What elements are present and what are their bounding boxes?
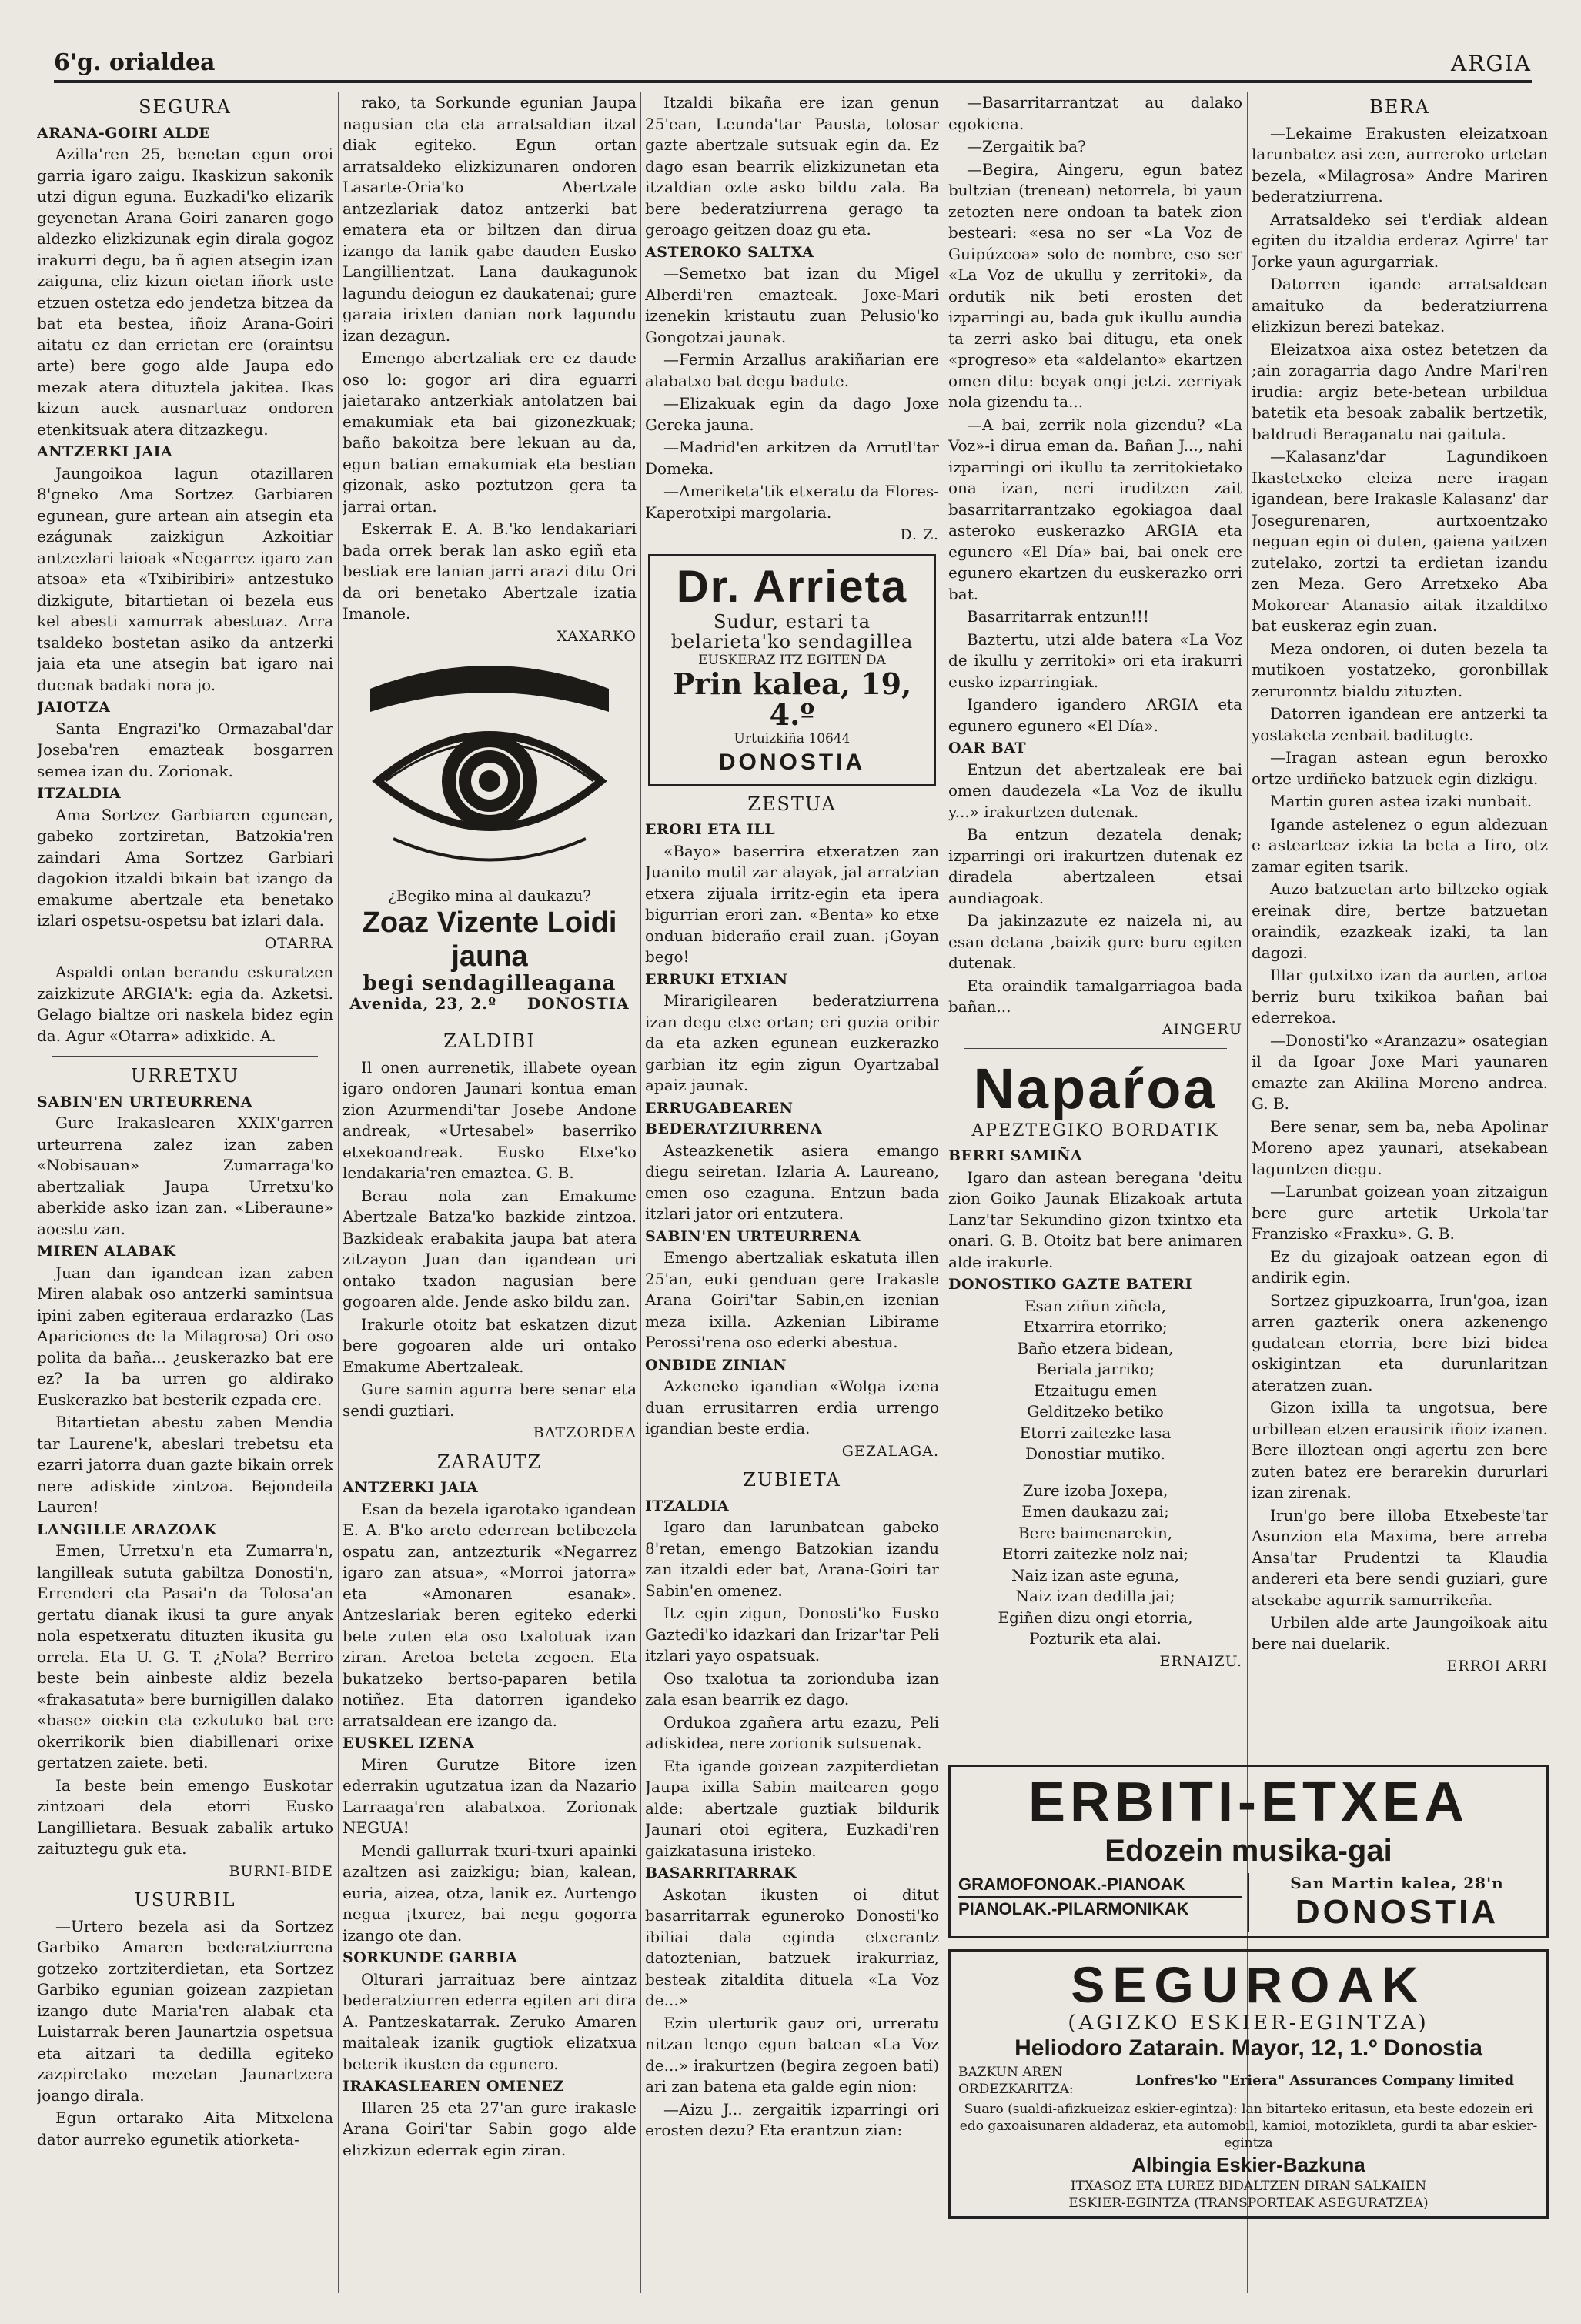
subheading: EUSKEL IZENA [343, 1735, 475, 1751]
eye-ad-address: Avenida, 23, 2.º [349, 994, 497, 1013]
section-heading: SEGURA [139, 96, 232, 118]
section-heading: ZALDIBI [443, 1030, 536, 1052]
paragraph: Meza ondoren, oi duten bezela ta mutikoen yostatzeko, goronbillak zeruronntz bialdu zituzten. [1252, 639, 1548, 700]
seguroak-office-label: BAZKUN AREN ORDEZKARITZA: [958, 2065, 1074, 2097]
paragraph: Mendi gallurrak txuri-txuri apainki azaltzen asi zaizkigu; bian, kalean, euria, aizea, otza, lanik ez. Aurtengo negua ¡txurez, bai negu gogorra izango ote dan. [343, 1841, 637, 1945]
paragraph: —Madrid'en arkitzen da Arrutl'tar Domeka. [645, 438, 939, 478]
subheading: ERRUGABEAREN BEDERATZIURRENA [645, 1099, 823, 1137]
paragraph: Eskerrak E. A. B.'ko lendakariari bada orrek berak lan asko egiñ eta bestiak ere lanian jarri arazi ditu Ori da ori benetako Abertzale izatia Imanole. [343, 519, 637, 623]
paragraph: rako, ta Sorkunde egunian Jaupa nagusian eta eta arratsaldian itzal diak egiteko. Egun ortan arratsaldeko elizkizunaren ondoren Lasarte-Oria'ko Abertzale antzezlariak datoz antzerki bat ematera eta or biltzen dan dirua izango da lanik gabe dauden Eusko Langillientzat. Lana daukagunok lagundu deiogun ez daukatenai; gure garaia irixten danian nork lagundu izan dezagun. [343, 93, 637, 345]
verse-line: Etxarrira etorriko; [1023, 1317, 1168, 1336]
paragraph: Il onen aurrenetik, illabete oyean igaro ondoren Jaunari kontua eman zion Azurmendi'tar Josebe Andone andreak, «Urtesabel» baserriko etxekoandreak. Eusko Etxe'ko lendakaria'ren emaztea. G. B. [343, 1057, 637, 1182]
paragraph: —Iragan astean egun beroxko ortze urdiñeko batzuek egin dizkigu. [1252, 748, 1548, 788]
paragraph: Bere senar, sem ba, neba Apolinar Moreno apez yaunari, atsekabean laguntzen diegu. [1252, 1117, 1548, 1178]
subheading: JAIOTZA [37, 699, 111, 716]
paragraph: —Kalasanz'dar Lagundikoen Ikastetxeko eleiza nere iragan igandean, bere Irakasle Kalasanz' dar Josegurenaren, aurtxoentzako neguan egin oi duten, gaiena yaitzen zutelako, zortzi ta erdietan izandu zen Meza. Gero Arretxeko Aba Mokorear Atanasio aitak itzalditxo bat euskeraz egin zuan. [1252, 447, 1548, 635]
stanza-break [948, 1465, 1242, 1481]
subheading: ITZALDIA [37, 785, 122, 802]
paragraph: Gizon ixilla ta ungotsua, bere urbillean etzen erausirik iñoiz izanen. Bere illoztean ongi agertu zen bere zuten batez ere berarekin dururlari izan zirenak. [1252, 1398, 1548, 1501]
subheading: MIREN ALABAK [37, 1243, 176, 1260]
paragraph: Ez du gizajoak oatzean egon di andirik egin. [1252, 1247, 1548, 1287]
paragraph: Aspaldi ontan berandu eskuratzen zaizkizute ARGIA'k: egia da. Azketsi. Gelago bialtze ori naskela bidez egin da. Agur «Otarra» adixkide. A. [37, 963, 333, 1045]
paragraph: Arratsaldeko sei t'erdiak aldean egiten du itzaldia erderaz Agirre' tar Jorke yaun agurgarriak. [1252, 209, 1548, 271]
arrieta-ad-address: Prin kalea, 19, 4.º [672, 666, 912, 732]
paragraph: Jaungoikoa lagun otazillaren 8'gneko Ama Sortzez Garbiaren egunean, gure artean ain atsegin eta ezágunak zaizkigun Azkoitiar antzezlari laioak «Negarrez igaro zan atsoa» eta «Txibiribiri» antzestuko dizkigute, bitartietan oi bezela eus kel abesti xamurrak abestuaz. Arra tsaldeko bostetan asiko da antzerki jaia eta une atsegin bat igaro nai duenak badaki nora jo. [37, 463, 333, 694]
arrieta-ad-phone: Urtuizkiña 10644 [734, 730, 851, 746]
seguroak-office-row [958, 2064, 1539, 2098]
paragraph: Martin guren astea izaki nunbait. [1270, 792, 1533, 810]
verse-line: Esan ziñun ziñela, [1024, 1296, 1167, 1315]
subheading: BERRI SAMIÑA [948, 1147, 1083, 1164]
signature: GEZALAGA. [841, 1442, 939, 1460]
arrieta-ad [648, 554, 936, 786]
erbiti-city: DONOSTIA [1295, 1893, 1499, 1931]
column-1-articles [37, 97, 333, 2150]
column-5-articles [1252, 97, 1548, 1678]
paragraph: Igaro dan larunbatean gabeko 8'retan, emengo Batzokian izandu zan itzaldi eder bat, Arana-Goiri tar Sabin'en omenez. [645, 1518, 939, 1600]
verse-line: Etzaitugu emen [1034, 1381, 1157, 1400]
signature: D. Z. [900, 526, 939, 543]
seguroak-ad [948, 1949, 1549, 2219]
seguroak-title: SEGUROAK [1071, 1956, 1426, 2013]
paragraph: Igaro dan astean beregana 'deitu zion Goiko Jaunak Elizakoak artuta Lanz'tar Sekundino gizon txintxo eta onari. G. B. Otoitz bat bere animaren alde irakurle. [948, 1167, 1242, 1271]
paragraph: Emengo abertzaliak eskatuta illen 25'an, euki genduan gere Irakasle Arana Goiri'tar Sabin,en izenian meza ixilla. Azkenian Libirame Perossi'rena oso ederki abestua. [645, 1248, 939, 1351]
subheading: ERORI ETA ILL [645, 821, 776, 838]
seguroak-agent: Heliodoro Zatarain. Mayor, 12, 1.º Donostia [1014, 2035, 1482, 2061]
signature: ERROI ARRI [1446, 1658, 1548, 1675]
column-divider [640, 92, 641, 2293]
paragraph: Emen, Urretxu'n eta Zumarra'n, langilleak sututa gabiltza Donosti'n, Errenderi eta Pasai'n da Tolosa'an gertatu dianak ikusi ta gure anyak nola espetxeratu dituzten ikusita gu orrela. Eta U. G. T. ¿Nola? Berriro beste bein ainbeste aldiz bezela «frakasatuta» bere burnigillen dalako «base» oiekin eta ezkutuko bat ere okerrikorik bien diabillenari orixe gertatzen zaiete. beti. [37, 1541, 333, 1771]
paragraph: Juan dan igandean izan zaben Miren alabak oso antzerki samintsua ipini zaben egiteraua erdarazko (Las Apariciones de la Milagrosa) Ori oso polita da baña... ¿euskerazko bat ere ez? Ia ba urren go aldirako Euskerazko bat besterik ezpada ere. [37, 1263, 333, 1409]
seguroak-company: Lonfres'ko "Eriera" Assurances Company limited [1135, 2072, 1515, 2089]
arrieta-ad-name: Dr. Arrieta [676, 561, 908, 612]
subheading: BASARRITARRAK [645, 1865, 797, 1882]
column-2-bottom-articles [343, 1031, 637, 2161]
paragraph: Ia beste bein emengo Euskotar zintzoari dela etorri Eusko Langillietara. Besuak zabalik artuko zaituztegu guk eta. [37, 1775, 333, 1858]
signature: ERNAIZU. [1159, 1652, 1242, 1670]
verse-line: Egiñen dizu ongi etorria, [998, 1608, 1193, 1627]
arrieta-ad-specialty: Sudur, estari ta belarieta'ko sendagillea [670, 610, 914, 653]
paragraph: Datorren igande arratsaldean amaituko da bederatziurrena elizkizun berezi batekaz. [1252, 275, 1548, 336]
column-4-top-articles [948, 92, 1242, 1040]
subheading: SABIN'EN URTEURRENA [645, 1227, 861, 1245]
paragraph: Datorren igandean ere antzerki ta yostaketa zenbait baditugte. [1252, 704, 1548, 744]
paragraph: Berau nola zan Emakume Abertzale Batza'ko bazkide zintzoa. Bazkideak erabakita jaupa bat atera zitzayon Juan dan igandean uri ontako txadon nagusian bere gogoaren alde. Jende asko bildu zan. [343, 1186, 637, 1311]
subheading: ERRUKI ETXIAN [645, 970, 788, 988]
erbiti-products [958, 1873, 1249, 1932]
paragraph: Askotan ikusten oi ditut basarritarrak eguneroko Donosti'ko ibiliai dala eginda etxerantz datoztenian, batzuek irakurriaz, besteak zitaldita dituela «La Voz de...» [645, 1885, 939, 2009]
paragraph: Basarritarrak entzun!!! [967, 607, 1149, 626]
section-heading: BERA [1369, 96, 1430, 118]
verse-line: Pozturik eta alai. [1029, 1629, 1162, 1648]
erbiti-title: ERBITI-ETXEA [1028, 1771, 1469, 1833]
subheading: ONBIDE ZINIAN [645, 1356, 787, 1374]
signature: BURNI-BIDE [229, 1862, 333, 1880]
paragraph: Santa Engrazi'ko Ormazabal'dar Joseba'ren emazteak bosgarren semea izan du. Zorionak. [37, 719, 333, 780]
erbiti-line-1: GRAMOFONOAK.-PIANOAK [958, 1873, 1242, 1898]
paragraph: Igandero igandero ARGIA eta egunero egunero «El Día». [948, 695, 1242, 735]
verse-line: Bere baimenarekin, [1018, 1523, 1173, 1542]
paragraph: —Zergaitik ba? [967, 137, 1086, 155]
paragraph: —Larunbat goizean yoan zitzaigun bere gure artetik Urkola'tar Franzisko «Fraxku». G. B. [1252, 1182, 1548, 1243]
column-1 [37, 92, 333, 2309]
erbiti-address: San Martin kalea, 28'n [1290, 1874, 1504, 1892]
signature: XAXARKO [557, 627, 637, 645]
verse-line: Naiz izan aste eguna, [1011, 1565, 1179, 1584]
verse-line: Donostiar mutiko. [1025, 1444, 1165, 1463]
publication-name: ARGIA [1451, 51, 1532, 76]
masthead [54, 48, 1532, 83]
column-3-bottom-articles [645, 794, 939, 2142]
paragraph: Ama Sortzez Garbiaren egunean, gabeko zortziretan, Batzokia'ren zaindari Ama Sortzez Garbiari dagokion itzaldi bikain bat izango da emakume abertzale eta benetako izlari ospetsu-ospetsu bat izlari dala. [37, 805, 333, 930]
page-number: 6'g. orialdea [54, 49, 216, 76]
paragraph: Emengo abertzaliak ere ez daude oso lo: gogor ari dira eguarri jaietarako antzerkiak antolatzen bai emakumiak eta bai gizonezkuak; baño bakoitza bere lekuan au da, egun batian emakumiak eta bestian gizonak, asko poztutzon gera ta jarrai ortan. [343, 349, 637, 516]
paragraph: Eta oraindik tamalgarriagoa bada bañan... [948, 976, 1242, 1016]
paragraph: Da jakinzazute ez naizela ni, au esan detana ,baizik gure buru egiten dutenak. [948, 911, 1242, 972]
divider [964, 1048, 1227, 1049]
seguroak-subtitle: (AGIZKO ESKIER-EGINTZA) [1068, 2012, 1429, 2035]
paragraph: Egun ortarako Aita Mitxelena dator aurreko egunetik atiorketa- [37, 2109, 333, 2149]
paragraph: Gure samin agurra bere senar eta sendi guztiari. [343, 1380, 637, 1420]
paragraph: Gure Irakaslearen XXIX'garren urteurrena zalez izan zaben «Nobisauan» Zumarraga'ko abertzaliak Jaupa Urretxu'ko aberkide asko izan zan. «Liberaune» aoestu zan. [37, 1114, 333, 1238]
verse-line: Baño etzera bidean, [1017, 1338, 1174, 1357]
paragraph: Azkeneko igandian «Wolga izena duan errusitarren erdia urrengo igandian beste erdia. [645, 1377, 939, 1437]
eye-ad-role: begi sendagilleagana [363, 972, 617, 995]
eye-ad-name: Zoaz Vizente Loidi jauna [362, 907, 617, 973]
column-4-bottom-articles [948, 1146, 1242, 1672]
paragraph: Azilla'ren 25, benetan egun oroi garria igaro zaigu. Ikaskizun sakonik utzi digun eguna. Euzkadi'ko elizarik geyenetan Arana Goiri zanaren gogo aldezko elizkizunak egin dirala gogoz irakurri degu, ba ñ agien atsegin izan zaiguna, eliz kizun oietan iñork uste etzuen ostetza edo jendetza bitzea da bat eta bestea, iñoiz Arana-Goiri aitatu ez dan errietan ere (oraintsu arte) bere gogo alde Jaupa edo mezak atera dituztela jakitea. Ikas kizun auek ausnartuaz ondoren etenkitsuak atera ditzazkegu. [37, 145, 333, 439]
paragraph: —Aizu J... zergaitik izparringi ori erosten dezu? Eta erantzun zian: [645, 2099, 939, 2139]
seguroak-agency: Albingia Eskier-Bazkuna [1131, 2153, 1365, 2176]
seguroak-footer-2: ESKIER-EGINTZA (TRANSPORTEAK ASEGURATZEA) [1068, 2195, 1429, 2211]
naparoa-subtitle: APEZTEGIKO BORDATIK [971, 1121, 1219, 1140]
seguroak-footer-1: ITXASOZ ETA LUREZ BIDALTZEN DIRAN SALKAIEN [1070, 2179, 1427, 2194]
paragraph: Itzaldi bikaña ere izan genun 25'ean, Leunda'tar Pausta, tolosar gazte abertzale sutsuak egin da. Ez dago esan bearrik elizkizunetan eta itzaldian ozte asko bildu zala. Ba bere bederatziurrena gerago ta geroago geitzen doaz gu eta. [645, 93, 939, 239]
subheading: ITZALDIA [645, 1497, 730, 1514]
subheading: SABIN'EN URTEURRENA [37, 1093, 252, 1110]
erbiti-detail-row [958, 1873, 1539, 1932]
paragraph: Auzo batzuetan arto biltzeko ogiak ereinak dire, bertze batzuetan oraindik, ezazkeak izaki, ta lan dagozi. [1252, 880, 1548, 962]
paragraph: Sortzez gipuzkoarra, Irun'goa, izan arren gazterik onera azkenengo gudatean etorria, bere bizi bidea oskigintzan eta durunlaritzan ateratzen zuan. [1252, 1291, 1548, 1394]
paragraph: Ezin ulerturik gauz ori, urreratu nitzan lengo egun batean «La Voz de...» irakurtzen (begira zegoen bati) ari zan batena eta galde egin nion: [645, 2013, 939, 2095]
paragraph: Olturari jarraituaz bere aintzaz bederatziurren ederra egiten ari dira A. Pantzeskatarrak. Zeruko Amaren maitaleak izanik gugtiok elizatxua beterik ikusten da egunero. [343, 1969, 637, 2073]
paragraph: Irun'go bere illoba Etxebeste'tar Asunzion eta Maxima, bere arreba Ansa'tar Prudentzi ta Klaudia andereri eta bere sendi guziari, gure atsekabe agurrik samurrikeña. [1252, 1505, 1548, 1609]
erbiti-line-2: PIANOLAK.-PILARMONIKAK [958, 1899, 1189, 1918]
subheading: ANTZERKI JAIA [37, 443, 173, 460]
paragraph: —Elizakuak egin da dago Joxe Gereka jauna. [645, 394, 939, 434]
subheading: IRAKASLEAREN OMENEZ [343, 2078, 564, 2095]
paragraph: Ordukoa zgañera artu ezazu, Peli adiskidea, nere zorionik sutsuenak. [645, 1712, 939, 1752]
erbiti-tagline: Edozein musika-gai [1105, 1834, 1392, 1868]
paragraph: Esan da bezela igarotako igandean E. A. B'ko areto ederrean betibezela ospatu zan, antzezturik «Negarrez igaro zan atsua», «Morroi jatorra» eta «Amonaren esanak». Antzeslariak beren egiteko ederki bete zuten eta oso txalotuak izan ziran. Aretoa beteta zegoen. Eta bukatzeko bertso-paparen betila notiñez. Eta datorren igandeko arratsaldean ere izango da. [343, 1499, 637, 1730]
paragraph: Eta igande goizean zazpiterdietan Jaupa ixilla Sabin maitearen gogo alde: abertzale guztiak bildurik Jaunari otoi egitera, Euzkadi'ren gaizkatasuna iristeko. [645, 1756, 939, 1860]
signature: AINGERU [1162, 1020, 1242, 1038]
eye-illustration-icon [363, 658, 617, 881]
paragraph: Ba entzun dezatela denak; izparringi ori irakurtzen dutenak ez diradela abertzaleen etsai aundiagoak. [948, 825, 1242, 907]
paragraph: Urbilen alde arte Jaungoikoak aitu bere nai duelarik. [1252, 1613, 1548, 1653]
column-divider [338, 92, 339, 2293]
column-5 [1252, 92, 1548, 1755]
paragraph: Bitartietan abestu zaben Mendia tar Laurene'k, abeslari trebetsu eta ezarri jatorra duan gazte bikain orrek nere adiskide zintzoa. Bejondeila Lauren! [37, 1413, 333, 1516]
erbiti-location [1249, 1873, 1539, 1932]
paragraph: Oso txalotua ta zorionduba izan zala esan bearrik ez dago. [645, 1668, 939, 1708]
section-heading: ZARAUTZ [436, 1451, 543, 1473]
erbiti-ad [948, 1765, 1549, 1938]
paragraph: Miren Gurutze Bitore izen ederrakin ugutzatua izan da Nazario Larraaga'ren alabatxoa. Zorionak NEGUA! [343, 1755, 637, 1837]
paragraph: Igande astelenez o egun aldezuan e astearteaz izkia ta beta a Iiro, otz zamar egiten tsarik. [1252, 814, 1548, 876]
signature: OTARRA [264, 934, 333, 952]
paragraph: —Urtero bezela asi da Sortzez Garbiko Amaren bederatziurrena gotzeko zortziterdietan, eta Sortzez Garbiko egunian goizean zazpietan izango dute Maria'ren alabak eta Luistarrak beren Jaunartzia ospetsua eta aitzari ta dedilla egiteko zazpiretako mezetan Jaunartzera joango dirala. [37, 1916, 333, 2105]
section-heading: ZESTUA [747, 793, 837, 815]
paragraph: —Basarritarrantzat au dalako egokiena. [948, 93, 1242, 133]
arrieta-ad-city: DONOSTIA [718, 749, 866, 775]
subheading: ANTZERKI JAIA [343, 1479, 479, 1496]
naparoa-title: Napaŕoa [973, 1057, 1218, 1120]
subheading: LANGILLE ARAZOAK [37, 1521, 217, 1538]
subheading: OAR BAT [948, 740, 1027, 756]
paragraph: —Semetxo bat izan du Migel Alberdi'ren emazteak. Joxe-Mari izenekin kristautu zuan Pelusio'ko Gongotzai jaunak. [645, 264, 939, 346]
verse-line: Zure izoba Joxepa, [1022, 1481, 1168, 1500]
bottom-right-ads [948, 1758, 1549, 2225]
section-heading: ZUBIETA [743, 1469, 841, 1491]
paragraph: Mirarigilearen bederatziurrena izan degu etxe ortan; eri guzia oribir da eta azken egunean euzkerazko garbian itz egin zigun Oyartzabal apaiz jaunak. [645, 991, 939, 1094]
arrieta-ad-note: EUSKERAZ ITZ EGITEN DA [698, 652, 886, 668]
subheading: DONOSTIKO GAZTE BATERI [948, 1276, 1192, 1293]
section-heading: URRETXU [130, 1065, 240, 1087]
column-2-top-articles [343, 92, 637, 647]
paragraph: Baztertu, utzi alde batera «La Voz de ikullu y zerritoki» ori eta irakurri eusko izparringiak. [948, 629, 1242, 691]
verse-line: Beriala jarriko; [1036, 1360, 1155, 1378]
paragraph: Irakurle otoitz bat eskatzen dizut bere gogoaren alde uri ontako Emakume Abertzaleak. [343, 1314, 637, 1376]
column-3-top-articles [645, 92, 939, 546]
paragraph: «Bayo» baserrira etxeratzen zan Juanito mutil zar alayak, jal arratzian etxera zijuala irritz-egin eta ipera bigurrian erori zan. «Benta» ko etxe onduan bideraño erail zuan. ¡Goyan bego! [645, 841, 939, 966]
paragraph: Itz egin zigun, Donosti'ko Eusko Gaztedi'ko idazkari dan Irizar'tar Peli itzlari yayo ospatsuak. [645, 1604, 939, 1665]
seguroak-description: Suaro (sualdi-afizkueizaz eskier-egintza): lan bitarteko eritasun, eta beste edozein eri edo gaxoaisunaren aldaderaz, eta automobil, kamioi, motozikleta, gurdi ta abar eskier-egintza [959, 2102, 1538, 2151]
eye-doctor-ad [343, 658, 637, 1013]
paragraph: —Donosti'ko «Aranzazu» osategian il da Igoar Joxe Mari yaunaren emazte zan Akilina Moreno andrea. G. B. [1252, 1030, 1548, 1113]
paragraph: —A bai, zerrik nola gizendu? «La Voz»-i dirua eman da. Bañan J..., nahi izparringi ori ikullu ta zerritokietako ona izan, neri iruditzen zait basarritarrantzako egokiagoa daal asteroko euskerazko ARGIA eta egunero «El Día» bai, bai onek ere egunero ekartzen du euskerazko orri bat. [948, 415, 1242, 603]
column-2 [343, 92, 637, 2309]
subheading: ASTEROKO SALTXA [645, 243, 814, 261]
signature: BATZORDEA [533, 1424, 637, 1441]
paragraph: —Ameriketa'tik etxeratu da Flores-Kaperotxipi margolaria. [645, 482, 939, 522]
eye-ad-question: ¿Begiko mina al daukazu? [388, 887, 591, 905]
verse-line: Etorri zaitezke lasa [1019, 1423, 1172, 1442]
subheading: ARANA-GOIRI ALDE [37, 124, 211, 142]
eye-ad-city: DONOSTIA [526, 994, 630, 1013]
verse-line: Emen daukazu zai; [1021, 1502, 1169, 1521]
verse-line: Etorri zaitezke nolz nai; [1001, 1544, 1189, 1563]
eye-ad-address-line [343, 993, 637, 1013]
section-heading: USURBIL [134, 1889, 236, 1911]
paragraph: —Lekaime Erakusten eleizatxoan larunbatez asi zen, aurreroko urtetan bezela, «Milagrosa» Andre Mariren bederatziurrena. [1252, 123, 1548, 205]
paragraph: Illaren 25 eta 27'an gure irakasle Arana Goiri'tar Sabin gogo alde elizkizun ederrak egin ziran. [343, 2098, 637, 2159]
divider [52, 1056, 318, 1057]
paragraph: Illar gutxitxo izan da aurten, artoa berriz buru txikikoa bañan bai ederrekoa. [1252, 966, 1548, 1027]
paragraph: —Begira, Aingeru, egun batez bultzian (trenean) netorrela, bi yaun zetozten nere ondoan ta batek zion besteari: «esa no ser «La Voz de Guipúzcoa» solo de nombre, eso ser «La Voz de ukullu y zerritoki», da ordutik nik beti erosten det izparringi au, bada guk ikullu aundia ta zerri asko bai ditugu, eta onek «progreso» eta «aldelanto» ekartzen omen ditu: beyak ongi jetzi. zerriyak nola gizendu ta... [948, 159, 1242, 411]
paragraph: Asteazkenetik asiera emango diegu seiretan. Izlaria A. Laureano, emen oso ezaguna. Entzun bada itzlari jator ori entzutera. [645, 1140, 939, 1223]
paragraph: Eleizatxoa aixa ostez betetzen da ;ain zoragarria dago Andre Mari'ren irudia: argiz bete-betean urbildua batetik eta besoak zabalik bertzetik, baldrudi Beraganatu nai gaitula. [1252, 339, 1548, 443]
verse-line: Gelditzeko betiko [1027, 1402, 1164, 1421]
subheading: SORKUNDE GARBIA [343, 1949, 518, 1966]
paragraph: —Fermin Arzallus arakiñarian ere alabatxo bat degu badute. [645, 350, 939, 390]
verse-line: Naiz izan dedilla jai; [1015, 1587, 1175, 1605]
column-3 [645, 92, 939, 2309]
paragraph: Entzun det abertzaleak ere bai omen daudezela «La Voz de ikullu y...» irakurtzen dutenak. [948, 760, 1242, 821]
naparoa-heading [948, 1057, 1242, 1141]
